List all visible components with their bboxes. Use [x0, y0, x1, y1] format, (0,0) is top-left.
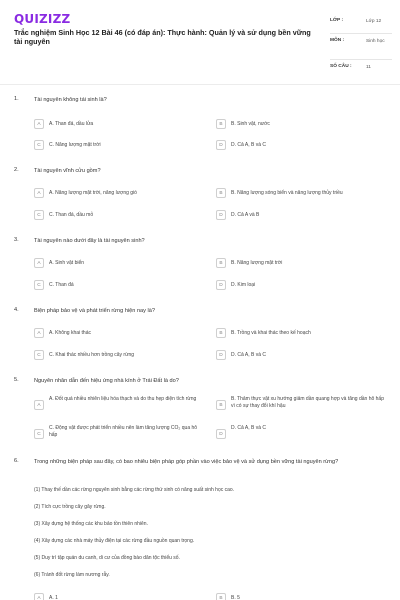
statement-item: (2) Tích cực trồng cây gây rừng. [34, 504, 106, 510]
option-label: B. Thảm thực vật xu hướng giảm dần quang hợp và tăng dần hô hấp vì có sự thay đổi khí hậu [231, 396, 384, 409]
statement-item: (3) Xây dựng hệ thống các khu bảo tồn thiên nhiên. [34, 521, 148, 527]
option-d[interactable] [216, 139, 386, 153]
option-label: B. Trồng và khai thác theo kế hoạch [231, 329, 311, 336]
option-label: D. Kim loại [231, 281, 256, 288]
option-d[interactable] [216, 349, 386, 363]
question-text: Tài nguyên nào dưới đây là tài nguyên sinh? [34, 238, 145, 244]
option-label: D. Cả A, B và C [231, 351, 267, 358]
option-letter-box: B [216, 258, 226, 268]
option-b[interactable] [216, 187, 386, 201]
question-number: 6. [14, 458, 19, 464]
option-letter-box: C [34, 210, 44, 220]
option-c[interactable] [34, 209, 204, 223]
option-letter-box: A [34, 328, 44, 338]
option-letter-box: B [216, 188, 226, 198]
option-d[interactable] [216, 279, 386, 293]
option-b[interactable] [216, 118, 386, 132]
header-divider [0, 84, 400, 85]
option-b[interactable] [216, 592, 386, 600]
option-d[interactable] [216, 425, 386, 445]
option-c[interactable] [34, 139, 204, 153]
question-number: 5. [14, 377, 19, 383]
option-letter-box: B [216, 328, 226, 338]
meta-count-key: SỐ CÂU : [330, 64, 352, 69]
option-label: A. Đốt quá nhiều nhiên liệu hóa thạch và do thu hẹp diện tích rừng [49, 396, 197, 402]
option-label: D. Cả A và B [231, 211, 260, 218]
option-c[interactable] [34, 279, 204, 293]
option-label: A. Năng lượng mặt trời, năng lượng gió [49, 189, 137, 196]
option-a[interactable] [34, 118, 204, 132]
option-letter-box: C [34, 429, 44, 439]
option-label: B. Sinh vật, nước [231, 120, 270, 127]
option-letter-box: D [216, 350, 226, 360]
statement-item: (5) Duy trì tập quán du canh, di cư của đồng bào dân tộc thiểu số. [34, 555, 180, 561]
option-label: C. Năng lượng mặt trời [49, 141, 101, 148]
meta-subject-row [330, 34, 392, 60]
option-letter-box: A [34, 400, 44, 410]
option-a[interactable] [34, 396, 204, 416]
option-letter-box: B [216, 400, 226, 410]
option-letter-box: D [216, 140, 226, 150]
meta-class-row [330, 14, 392, 34]
option-letter-box: B [216, 593, 226, 600]
option-label: C. Than đá [49, 281, 74, 288]
option-letter-box: C [34, 140, 44, 150]
question-text: Tài nguyên vĩnh cửu gồm? [34, 168, 101, 174]
option-letter-box: D [216, 210, 226, 220]
option-c[interactable] [34, 425, 204, 445]
header [0, 0, 400, 78]
question-number: 3. [14, 237, 19, 243]
meta-subject-key: MÔN : [330, 38, 345, 43]
question-number: 1. [14, 96, 19, 102]
question-number: 4. [14, 307, 19, 313]
option-label: B. 5 [231, 594, 240, 600]
option-a[interactable] [34, 592, 204, 600]
option-letter-box: C [34, 350, 44, 360]
meta-panel [330, 14, 392, 80]
page-title: Trắc nghiệm Sinh Học 12 Bài 46 (có đáp án): Thực hành: Quản lý và sử dụng bền vững tài nguyên [14, 28, 311, 46]
option-label: D. Cả A, B và C [231, 141, 267, 148]
option-letter-box: B [216, 119, 226, 129]
option-label: A. Than đá, dầu lửa [49, 120, 94, 127]
option-letter-box: D [216, 429, 226, 439]
option-a[interactable] [34, 327, 204, 341]
question-text: Trong những biện pháp sau đây, có bao nhiêu biện pháp góp phần vào việc bảo vệ và sử dụng bền vững tài nguyên rừng? [34, 459, 339, 465]
option-d[interactable] [216, 209, 386, 223]
option-letter-box: A [34, 188, 44, 198]
question-text: Nguyên nhân dẫn đến hiệu ứng nhà kính ở Trái Đất là do? [34, 378, 179, 384]
option-label: D. Cả A, B và C [231, 425, 267, 431]
option-b[interactable] [216, 396, 386, 416]
question-text: Tài nguyên không tái sinh là? [34, 97, 107, 103]
option-letter-box: A [34, 119, 44, 129]
option-c[interactable] [34, 349, 204, 363]
option-label: C. Khai thác nhiều hơn trồng cây rừng [49, 351, 135, 358]
option-letter-box: A [34, 593, 44, 600]
meta-class-key: LỚP : [330, 18, 344, 23]
meta-count-row [330, 60, 392, 80]
option-a[interactable] [34, 257, 204, 271]
option-letter-box: A [34, 258, 44, 268]
option-label: A. 1 [49, 594, 58, 600]
option-letter-box: C [34, 280, 44, 290]
quizizz-logo: QUIZIZZ [14, 12, 71, 26]
option-letter-box: D [216, 280, 226, 290]
option-label: B. Năng lượng mặt trời [231, 259, 283, 266]
question-text: Biện pháp bảo vệ và phát triển rừng hiện nay là? [34, 308, 155, 314]
meta-subject-value: Sinh học [366, 39, 385, 44]
meta-count-value: 11 [366, 65, 371, 70]
question-number: 2. [14, 167, 19, 173]
option-b[interactable] [216, 257, 386, 271]
option-label: A. Không khai thác [49, 329, 91, 336]
statement-item: (1) Thay thế dần các rừng nguyên sinh bằng các rừng thứ sinh có năng suất sinh học cao. [34, 487, 235, 493]
option-label: C. Động vật được phát triển nhiều nên làm tăng lượng CO₂ qua hô hấp [49, 425, 198, 438]
option-b[interactable] [216, 327, 386, 341]
option-label: C. Than đá, dầu mỏ [49, 211, 94, 218]
option-a[interactable] [34, 187, 204, 201]
option-label: B. Năng lượng sóng biển và năng lượng thủy triều [231, 189, 343, 196]
meta-class-value: Lớp 12 [366, 19, 382, 24]
statement-item: (6) Tránh đốt rừng làm nương rẫy. [34, 572, 110, 578]
option-label: A. Sinh vật biển [49, 259, 85, 266]
statement-item: (4) Xây dựng các nhà máy thủy điện tại các rừng đầu nguồn quan trọng. [34, 538, 195, 544]
